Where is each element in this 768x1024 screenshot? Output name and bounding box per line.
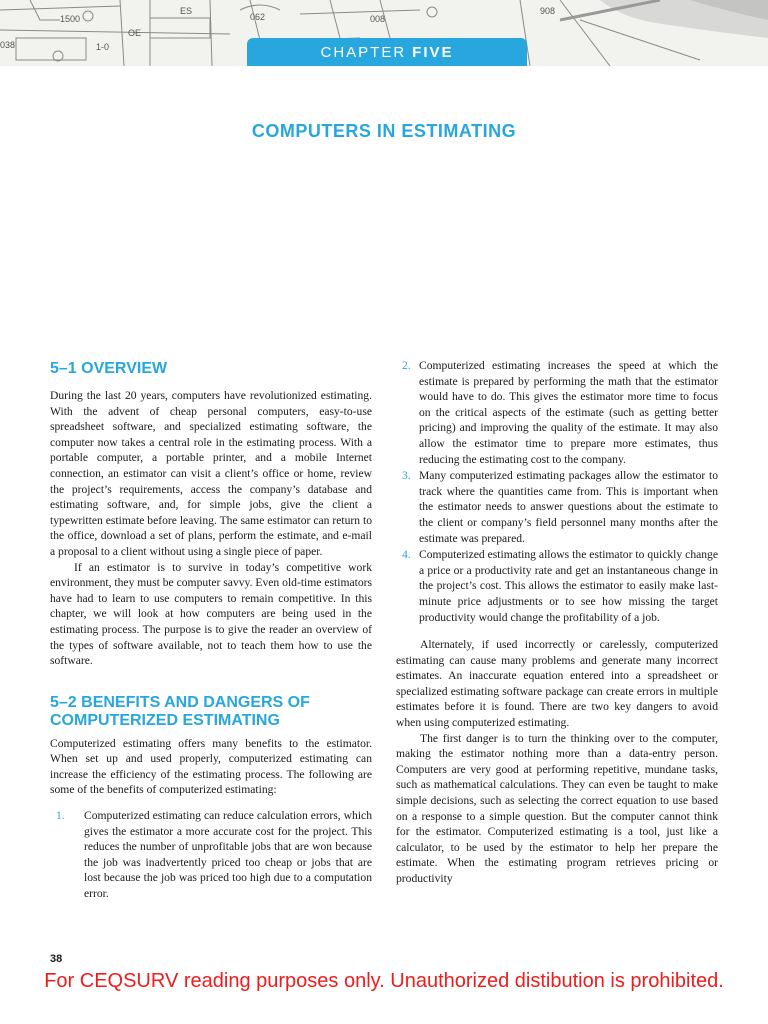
list-item-text: Many computerized estimating packages allow the estimator to track where the quantities came from. This is important when the estimator needs to answer questions about the estimate to the client or company’s field personnel many months after the estimate was prepared. — [419, 469, 718, 545]
blueprint-label: ES — [180, 6, 193, 16]
left-column — [50, 358, 372, 902]
blueprint-label: 008 — [370, 14, 386, 24]
blueprint-label: 1500 — [60, 14, 81, 24]
watermark-notice: For CEQSURV reading purposes only. Unauthorized distibution is prohibited. — [44, 970, 724, 992]
pencil-hand-image — [560, 0, 768, 38]
chapter-tab — [247, 38, 527, 66]
list-item-text: Computerized estimating increases the speed at which the estimate is prepared by performing the math that the estimator would have to do. This gives the estimator more time to focus on the critical aspects of the estimate (such as getting better pricing) and improving the quality of the estimate. It may also allow the estimator time to prepare more estimates, thus reducing the estimating cost to the company. — [419, 359, 718, 466]
list-item — [396, 547, 718, 625]
chapter-word: CHAPTER — [320, 43, 407, 61]
list-item-number: 3. — [402, 469, 411, 483]
blueprint-label: 1-0 — [96, 42, 110, 52]
chapter-title: COMPUTERS IN ESTIMATING — [251, 121, 517, 141]
overview-heading: 5–1 OVERVIEW — [50, 360, 168, 377]
list-item — [396, 358, 718, 467]
page-number: 38 — [50, 953, 63, 965]
benefits-list-continued — [396, 358, 718, 625]
list-item-number: 1. — [56, 809, 65, 823]
chapter-number: FIVE — [412, 43, 454, 61]
list-item-number: 2. — [402, 359, 411, 372]
benefits-intro: Computerized estimating offers many benefits to the estimator. When set up and used properly, computerized estimating can increase the efficiency of the estimating process. The following are some of the benefits of computerized estimating: — [50, 736, 372, 797]
blueprint-label: 038 — [0, 40, 16, 50]
overview-paragraph: During the last 20 years, computers have revolutionized estimating. With the advent of cheap personal computers, easy-to-use spreadsheet software, and specialized estimating software, the computer now takes a central role in the estimating process. With a portable computer, a portable printer, and a mobile Internet connection, an estimator can visit a client’s office or home, review the project’s requirements, access the company’s database and estimating software, and, for simple jobs, give the client a typewritten estimate before leaving. The same estimator can return to the office, download a set of plans, perform the estimate, and e-mail a proposal to a client without using a single piece of paper. — [50, 389, 372, 558]
blueprint-label: 908 — [540, 6, 556, 16]
benefits-list — [50, 808, 372, 902]
list-item-text: Computerized estimating allows the estimator to quickly change a price or a productivity rate and get an instantaneous change in the project’s cost. This allows the estimator to easily make last-minute price adjustments or to see how missing the target productivity would change the profitability of a job. — [419, 548, 718, 624]
list-item-text: Computerized estimating can reduce calculation errors, which gives the estimator a more accurate cost for the project. This reduces the number of unprofitable jobs that are won because the job was inadvertently priced too cheap or jobs that are lost because the job was priced too high due to a computation error. — [84, 809, 372, 901]
dangers-paragraph: The first danger is to turn the thinking over to the computer, making the estimator nothing more than a data-entry person. Computers are very good at performing repetitive, mundane tasks, such as mathematical calculations. They can even be taught to make simple decisions, such as selecting the correct equation to use based on a response to a simple question. But the computer cannot think for the estimator. Computerized estimating is a tool, just like a calculator, to be used by the estimator to help her prepare the estimate. When the estimating program retrieves pricing or productivity — [396, 731, 718, 885]
right-column — [396, 358, 718, 887]
list-item — [50, 808, 372, 902]
benefits-heading: 5–2 BENEFITS AND DANGERS OF COMPUTERIZED ESTIMATING — [50, 693, 310, 729]
dangers-paragraph: Alternately, if used incorrectly or carelessly, computerized estimating can cause many problems and generate many incorrect estimates. An inaccurate equation entered into a spreadsheet or specialized estimating software package can create errors in multiple estimates before it is found. There are two key dangers to avoid when using computerized estimating. — [396, 638, 718, 730]
overview-paragraph: If an estimator is to survive in today’s competitive work environment, they must be computer savvy. Even old-time estimators have had to learn to use computers to remain competitive. In this chapter, we will look at how computers are being used in the estimating process. The purpose is to give the reader an overview of the types of software available, not to teach them how to use the software. — [50, 560, 372, 668]
list-item-number: 4. — [402, 548, 411, 562]
blueprint-label: 062 — [250, 12, 266, 22]
list-item — [396, 468, 718, 546]
blueprint-label: OE — [128, 28, 142, 38]
